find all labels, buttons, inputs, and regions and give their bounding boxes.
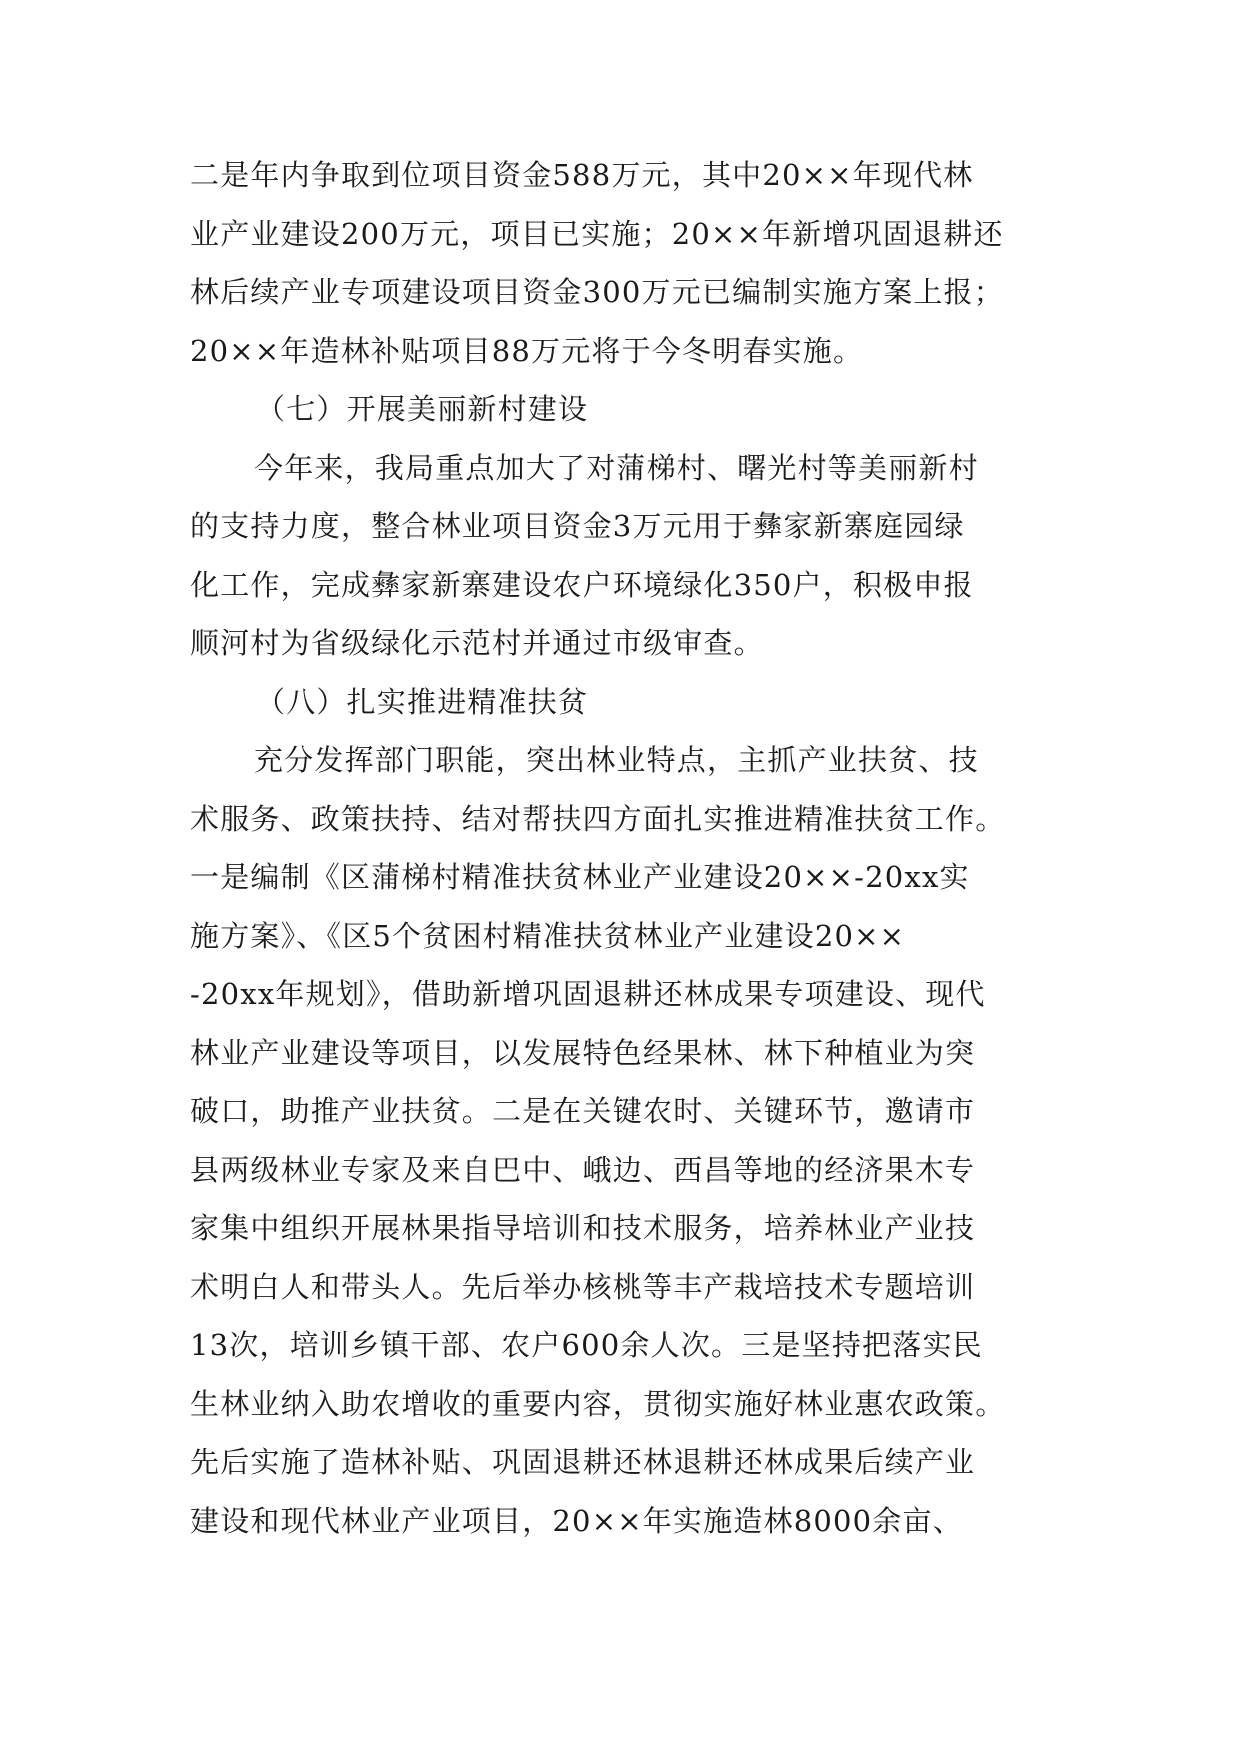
paragraph-first-line: 今年来，我局重点加大了对蒲梯村、曙光村等美丽新村 bbox=[254, 450, 979, 485]
section-heading-8: （八）扎实推进精准扶贫 bbox=[256, 684, 589, 719]
section-heading-7: （七）开展美丽新村建设 bbox=[256, 392, 589, 426]
paragraph-line: 林业产业建设等项目，以发展特色经果林、林下种植业为突 bbox=[190, 1035, 976, 1070]
paragraph-line: 13次，培训乡镇干部、农户600余人次。三是坚持把落实民 bbox=[190, 1328, 983, 1362]
paragraph-line: 20××年造林补贴项目88万元将于今冬明春实施。 bbox=[190, 333, 864, 368]
paragraph-line: 术明白人和带头人。先后举办核桃等丰产栽培技术专题培训 bbox=[190, 1269, 976, 1304]
paragraph-line: 县两级林业专家及来自巴中、峨边、西昌等地的经济果木专 bbox=[190, 1152, 976, 1187]
paragraph-line: 林后续产业专项建设项目资金300万元已编制实施方案上报； bbox=[190, 275, 1004, 309]
paragraph-line: 生林业纳入助农增收的重要内容，贯彻实施好林业惠农政策。 bbox=[190, 1386, 1006, 1421]
paragraph-line: 一是编制《区蒲梯村精准扶贫林业产业建设20××-20xx实 bbox=[190, 860, 970, 894]
paragraph-line: 化工作，完成彝家新寨建设农户环境绿化350户，积极申报 bbox=[190, 567, 974, 602]
paragraph-line: 的支持力度，整合林业项目资金3万元用于彝家新寨庭园绿 bbox=[190, 509, 965, 543]
paragraph-line: 施方案》、《区5个贫困村精准扶贫林业产业建设20×× bbox=[190, 918, 906, 953]
document-body bbox=[190, 146, 1052, 1550]
paragraph-first-line: 充分发挥部门职能，突出林业特点，主抓产业扶贫、技 bbox=[254, 743, 979, 777]
paragraph-line: 家集中组织开展林果指导培训和技术服务，培养林业产业技 bbox=[190, 1211, 976, 1245]
paragraph-line: 先后实施了造林补贴、巩固退耕还林退耕还林成果后续产业 bbox=[190, 1445, 976, 1479]
paragraph-line: -20xx年规划》，借助新增巩固退耕还林成果专项建设、现代 bbox=[190, 977, 986, 1011]
paragraph-line: 术服务、政策扶持、结对帮扶四方面扎实推进精准扶贫工作。 bbox=[190, 801, 1006, 836]
paragraph-line: 业产业建设200万元，项目已实施；20××年新增巩固退耕还 bbox=[190, 216, 1004, 251]
paragraph-line: 顺河村为省级绿化示范村并通过市级审查。 bbox=[190, 626, 764, 660]
paragraph-line: 破口，助推产业扶贫。二是在关键农时、关键环节，邀请市 bbox=[190, 1094, 976, 1128]
paragraph-line: 二是年内争取到位项目资金588万元，其中20××年现代林 bbox=[190, 158, 974, 192]
paragraph-line: 建设和现代林业产业项目，20××年实施造林8000余亩、 bbox=[190, 1503, 963, 1538]
